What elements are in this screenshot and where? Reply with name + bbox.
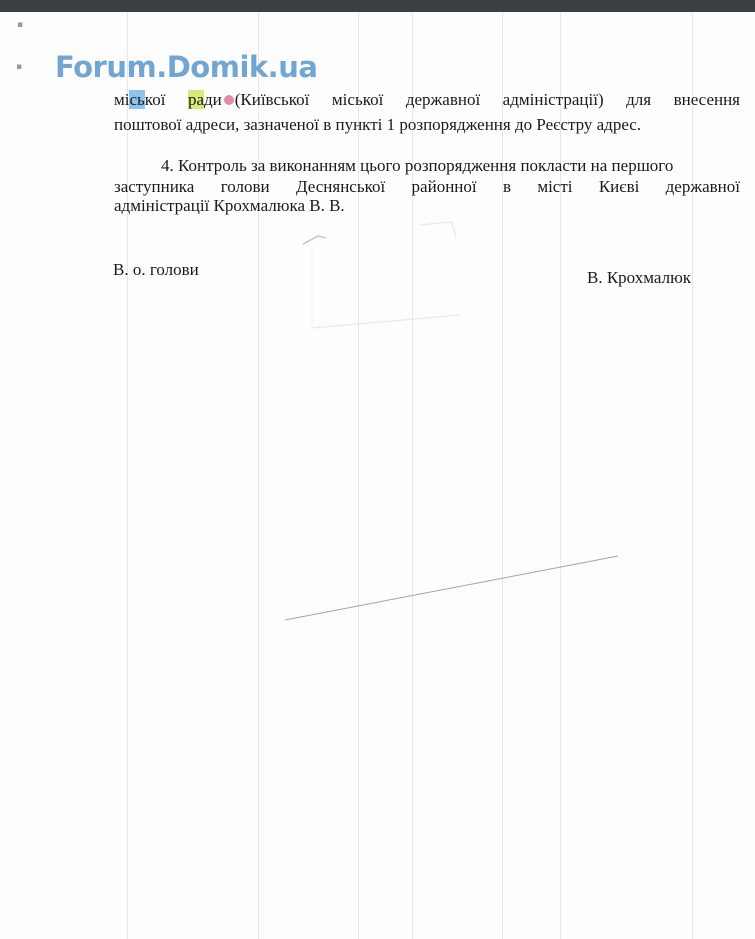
paragraph-3-line-2: поштової адреси, зазначеної в пункті 1 розпорядження до Реєстру адрес. — [114, 115, 642, 134]
paragraph-3-line-1: міської ради (Київської міської державної адміністрації) для внесення — [114, 90, 740, 109]
pencil-line — [285, 556, 618, 620]
scan-speck: ▪ — [16, 62, 23, 72]
paragraph-4-line-2: заступника голови Деснянської районної в місті Києві державної — [114, 177, 740, 196]
scan-speck: ▪ — [17, 20, 24, 30]
highlight-blue: сь — [129, 90, 145, 109]
paragraph-4-line-3: адміністрації Крохмалюка В. В. — [114, 196, 345, 215]
stamp-smudge — [303, 236, 326, 244]
signature-position: В. о. голови — [113, 260, 199, 279]
paragraph-4-line-1: 4. Контроль за виконанням цього розпорядження покласти на першого — [161, 156, 674, 175]
watermark-logo: Forum.Domik.ua — [55, 50, 318, 84]
stamp-edge — [312, 315, 460, 328]
signature-name: В. Крохмалюк — [587, 268, 692, 287]
highlight-green: ра — [187, 90, 204, 109]
stamp-smudge — [420, 222, 456, 238]
